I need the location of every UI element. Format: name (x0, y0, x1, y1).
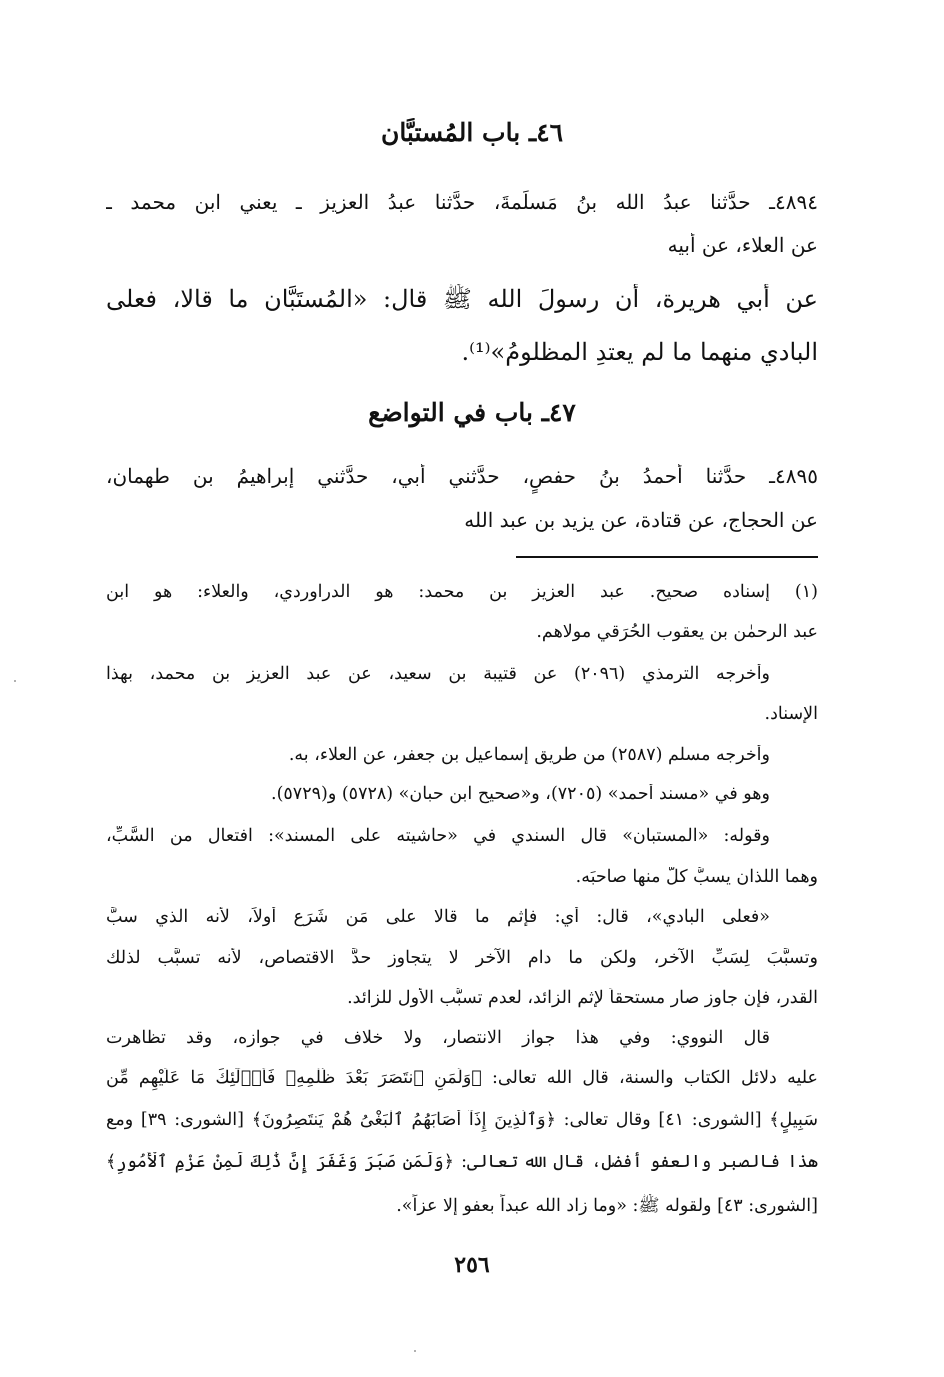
hadith-4894-isnad-line-2: عن العلاء، عن أبيه (667, 233, 818, 257)
footnote-line: وتسبَّبَ لِسَبِّ الآخر، ولكن ما دام الآخر لا يتجاوز حدَّ الاقتصاص، لأنه تسبَّب لذلك (106, 948, 818, 968)
footnote-line: «فعلى البادي»، قال: أي: فإثم ما قالا على مَن شَرَع أولاً، لأنه الذي سبَّ (106, 907, 770, 927)
footnote-quran-line: هذا فالصبر والعفو أفضل، قال الله تعالى: ﴿وَلَمَن صَبَرَ وَغَفَرَ إِنَّ ذَٰلِكَ لَمِنْ عَزْمِ ٱلْأُمُورِ﴾ (106, 1152, 818, 1172)
footnote-separator (516, 556, 818, 558)
footnote-line: وهو في «مسند أحمد» (٧٢٠٥)، و«صحيح ابن حبان» (٥٧٢٨) و(٥٧٢٩). (271, 784, 770, 804)
footnote-quran-line: عليه دلائل الكتاب والسنة، قال الله تعالى: ﴿وَلَمَنِ ٱنتَصَرَ بَعْدَ ظُلْمِهِۦ فَأُو۟لَٰٓئِكَ مَا عَلَيْهِم مِّن (106, 1068, 818, 1088)
footnote-line: قال النووي: وفي هذا جواز الانتصار، ولا خلاف في جوازه، وقد تظاهرت (106, 1028, 770, 1048)
footnote-line: عبد الرحمٰن بن يعقوب الحُرَقي مولاهم. (536, 622, 818, 642)
hadith-4894-isnad-line-1: ٤٨٩٤ـ حدَّثنا عبدُ الله بنُ مَسلَمةَ، حدَّثنا عبدُ العزيز ـ يعني ابن محمد ـ (106, 190, 818, 214)
footnote-line: وهما اللذان يسبُّ كلٌّ منها صاحبَه. (575, 867, 818, 887)
chapter-heading-47: ٤٧ـ باب في التواضع (368, 398, 576, 427)
hadith-4894-matn-line-2: البادي منهما ما لم يعتدِ المظلومُ»⁽¹⁾. (461, 338, 818, 366)
hadith-4894-matn-line-1: عن أبي هريرة، أن رسولَ الله ﷺ قال: «المُستَبَّان ما قالا، فعلى (106, 285, 818, 313)
hadith-4895-isnad-line-1: ٤٨٩٥ـ حدَّثنا أحمدُ بنُ حفصٍ، حدَّثني أبي، حدَّثني إبراهيمُ بن طهمان، (106, 464, 818, 488)
footnote-line: (١) إسناده صحيح. عبد العزيز بن محمد: هو الدراوردي، والعلاء: هو ابن (106, 582, 818, 602)
chapter-heading-46: ٤٦ـ باب المُستبَّان (380, 118, 564, 147)
footnote-line: وأخرجه الترمذي (٢٠٩٦) عن قتيبة بن سعيد، عن عبد العزيز بن محمد، بهذا (106, 664, 770, 684)
footnote-line: الإسناد. (764, 704, 818, 724)
footnote-line: وأخرجه مسلم (٢٥٨٧) من طريق إسماعيل بن جعفر، عن العلاء، به. (288, 745, 770, 765)
scan-speck (414, 1350, 416, 1352)
footnote-line: وقوله: «المستبان» قال السندي في «حاشيته على المسند»: افتعال من السَّبِّ، (106, 826, 770, 846)
hadith-4895-isnad-line-2: عن الحجاج، عن قتادة، عن يزيد بن عبد الله (464, 508, 818, 532)
page-number: ٢٥٦ (454, 1252, 490, 1278)
footnote-quran-line: سَبِيلٍ﴾ [الشورى: ٤١] وقال تعالى: ﴿وَٱلَّذِينَ إِذَآ أَصَابَهُمُ ٱلْبَغْىُ هُمْ يَنتَصِرُونَ﴾ [الشورى: ٣٩] ومع (106, 1110, 818, 1130)
footnote-line: [الشورى: ٤٣] ولقوله ﷺ: «وما زاد الله عبداً بعفو إلا عزاً». (396, 1196, 818, 1216)
scan-speck (14, 680, 16, 682)
footnote-line: القدر، فإن جاوز صار مستحقاً لإثم الزائد، لعدم تسبُّب الأول للزائد. (347, 988, 818, 1008)
